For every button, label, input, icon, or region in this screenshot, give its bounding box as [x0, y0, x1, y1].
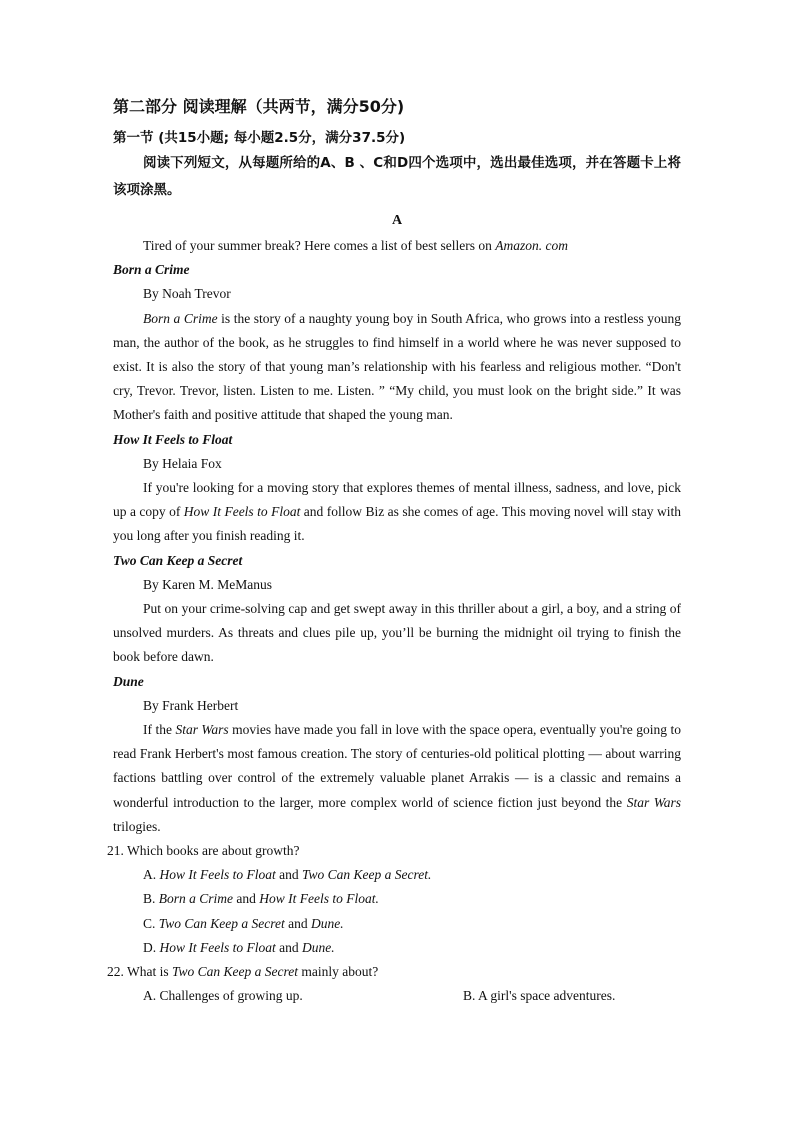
instructions: 阅读下列短文，从每题所给的A、B 、C和D四个选项中，选出最佳选项，并在答题卡上将该项涂黑。	[113, 155, 681, 198]
book-author: By Helaia Fox	[143, 455, 222, 471]
option-a: A. How It Feels to Float and Two Can Keep a Secret.	[143, 867, 432, 883]
option-a: A. Challenges of growing up.	[143, 988, 303, 1004]
passage-letter: A	[391, 213, 403, 228]
book-description: Put on your crime-solving cap and get swept away in this thriller about a girl, a boy, and a string of unsolved murders. As threats and clues pile up, you’ll be burning the midnight oil trying to finish the book before dawn.	[113, 601, 681, 665]
book-author: By Frank Herbert	[143, 697, 239, 713]
part-title: 第二部分 阅读理解（共两节，满分50分)	[113, 97, 405, 116]
exam-page	[107, 94, 682, 1009]
book-author: By Noah Trevor	[143, 286, 231, 302]
option-c: C. Two Can Keep a Secret and Dune.	[143, 915, 344, 931]
option-b: B. A girl's space adventures.	[463, 988, 616, 1004]
book-description: If the Star Wars movies have made you fall in love with the space opera, eventually you're going to read Frank Herbert's most famous creation. The story of centuries-old political plotting — about warring factions battling over control of the extremely valuable planet Arrakis — is a classic and remains a wonderful introduction to the larger, more complex world of science fiction just beyond the Star Wars trilogies.	[113, 722, 681, 834]
option-b: B. Born a Crime and How It Feels to Float.	[143, 891, 379, 907]
book-title: How It Feels to Float	[113, 431, 233, 447]
book-description: Born a Crime is the story of a naughty young boy in South Africa, who grows into a restless young man, the author of the book, as he struggles to find himself in a world where he was never supposed to exist. It is also the story of that young man’s relationship with his fearless and religious mother. “Don't cry, Trevor. Trevor, listen. Listen to me. Listen. ” “My child, you must look on the bright side.” It was Mother's faith and positive attitude that shaped the young man.	[113, 310, 682, 423]
book-title: Dune	[113, 673, 144, 689]
book-author: By Karen M. MeManus	[143, 576, 272, 592]
question-22: 22. What is Two Can Keep a Secret mainly about?	[107, 964, 379, 980]
book-description: If you're looking for a moving story that explores themes of mental illness, sadness, and love, pick up a copy of How It Feels to Float and follow Biz as she comes of age. This moving novel will stay with you long after you finish reading it.	[113, 480, 681, 544]
option-d: D. How It Feels to Float and Dune.	[143, 939, 335, 955]
passage-intro: Tired of your summer break? Here comes a list of best sellers on Amazon. com	[143, 238, 569, 253]
options-row	[113, 984, 681, 1008]
section-title: 第一节 (共15小题; 每小题2.5分，满分37.5分)	[113, 130, 406, 146]
book-title: Born a Crime	[113, 262, 190, 278]
question-21: 21. Which books are about growth?	[107, 843, 300, 859]
book-title: Two Can Keep a Secret	[113, 552, 243, 568]
